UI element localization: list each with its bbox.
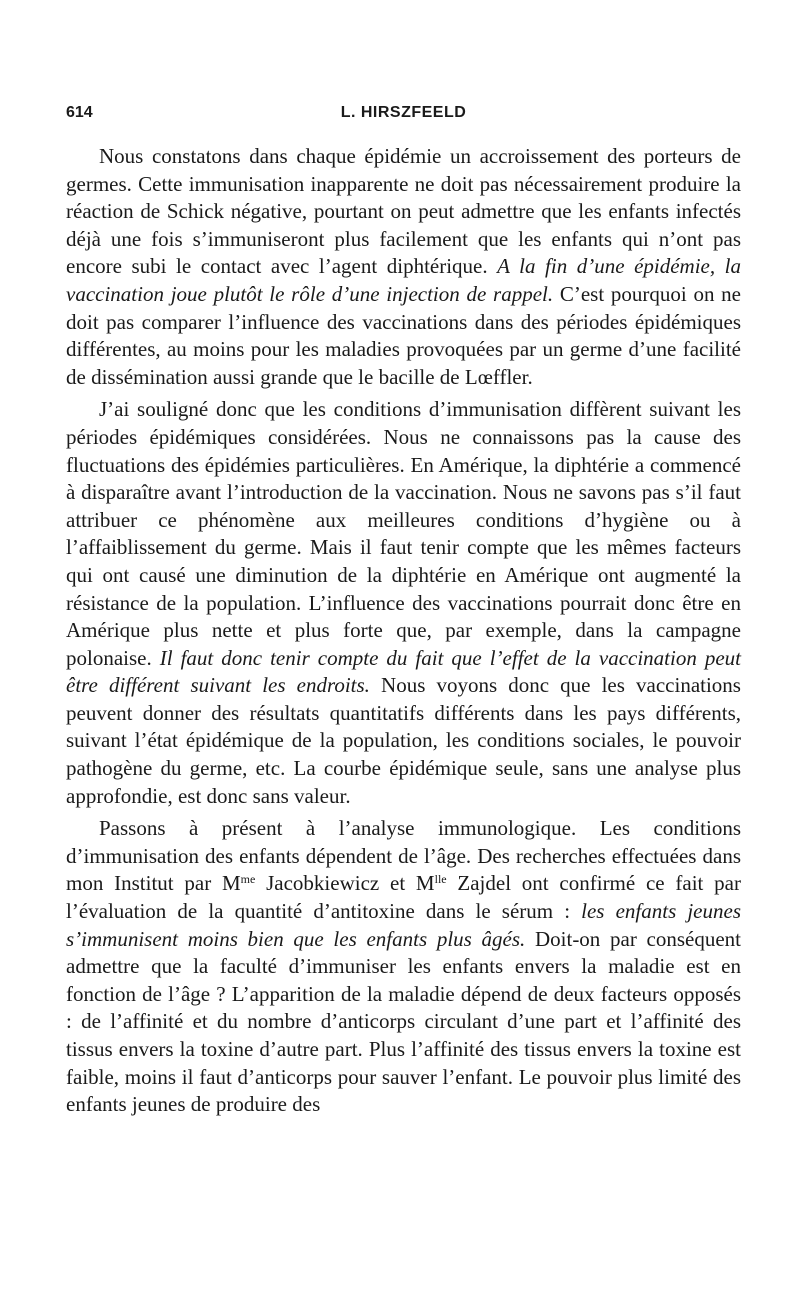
page-number: 614 <box>66 104 93 121</box>
page-header <box>66 100 741 130</box>
text-segment: Jacobkiewicz et M <box>255 871 435 896</box>
italic-emphasis: les enfants jeunes s’immunisent moins bien que les enfants plus âgés. <box>66 899 741 951</box>
text-segment: Passons à présent à l’analyse immunologique. Les conditions d’immunisation des enfants dépendent de l’âge. Des recherches effectuées dans mon Institut par M <box>66 816 741 896</box>
italic-emphasis: A la fin d’une épidémie, la vaccination joue plutôt le rôle d’une injection de rappel. <box>66 254 742 306</box>
text-segment: Nous constatons dans chaque épidémie un accroissement des porteurs de germes. Cette immunisation inapparente ne doit pas nécessairement produire la réaction de Schick négative, pourtant on peut admettre que les enfants infectés déjà une fois s’immuniseront plus facilement que les enfants qui n’ont pas encore subi le contact avec l’agent diphtérique. <box>66 144 741 279</box>
paragraph-2 <box>66 396 741 810</box>
superscript-me: me <box>240 872 256 887</box>
text-segment: Zajdel ont confirmé ce fait par l’évaluation de la quantité d’antitoxine dans le sérum : <box>66 871 741 924</box>
text-segment: J’ai souligné donc que les conditions d’immunisation diffèrent suivant les périodes épidémiques considérées. Nous ne connaissons pas la cause des fluctuations des épidémies particulières. En Amérique, la diphtérie a commencé à disparaître avant l’introduction de la vaccination. Nous ne savons pas s’il faut attribuer ce phénomène aux meilleures conditions d’hygiène ou à l’affaiblissement du germe. Mais il faut tenir compte que les mêmes facteurs qui ont causé une diminution de la diphtérie en Amérique ont augmenté la résistance de la population. L’influence des vaccinations pourrait donc être en Amérique plus nette et plus forte que, par exemple, dans la campagne polonaise. <box>66 397 741 670</box>
paragraph-1 <box>66 143 741 391</box>
italic-emphasis: Il faut donc tenir compte du fait que l’effet de la vaccination peut être différent suivant les endroits. <box>66 645 742 698</box>
body-text <box>66 143 741 1124</box>
text-segment: Nous voyons donc que les vaccinations peuvent donner des résultats quantitatifs différents dans les pays différents, suivant l’état épidémique de la population, les conditions sociales, le pouvoir pathogène du germe, etc. La courbe épidémique seule, sans une analyse plus approfondie, est donc sans valeur. <box>66 673 741 808</box>
text-segment: Doit-on par conséquent admettre que la faculté d’immuniser les enfants envers la maladie est en fonction de l’âge ? L’apparition de la maladie dépend de deux facteurs opposés : de l’affinité et du nombre d’anticorps circulant d’une part et l’affinité des tissus envers la toxine d’autre part. Plus l’affinité des tissus envers la toxine est faible, moins il faut d’anticorps pour sauver l’enfant. Le pouvoir plus limité des enfants jeunes de produire des <box>66 926 741 1117</box>
paragraph-3 <box>66 815 741 1119</box>
text-segment: C’est pourquoi on ne doit pas comparer l’influence des vaccinations dans des périodes épidémiques différentes, au moins pour les maladies provoquées par un germe d’une facilité de dissémination aussi grande que le bacille de Lœffler. <box>66 281 741 389</box>
superscript-lle: lle <box>434 872 447 887</box>
running-head: L. HIRSZFEELD <box>340 104 467 121</box>
